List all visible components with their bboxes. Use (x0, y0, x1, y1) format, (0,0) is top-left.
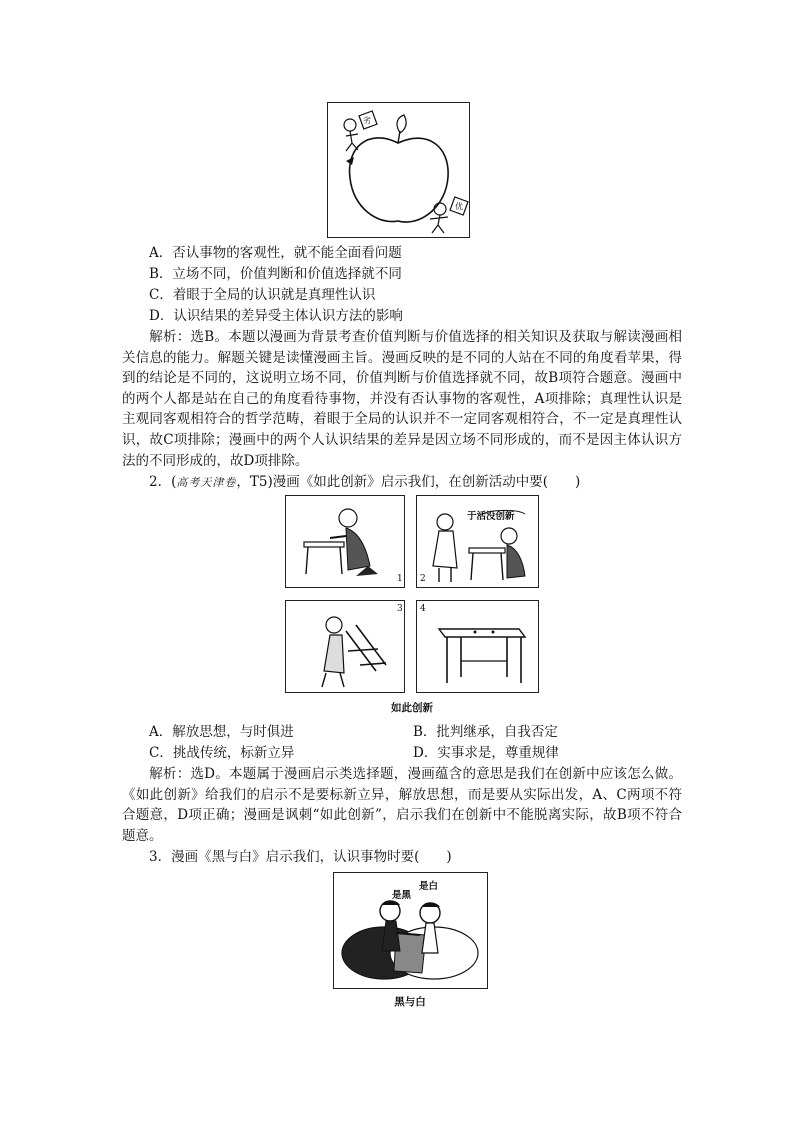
q2-stem-text: ，T5)漫画《如此创新》启示我们，在创新活动中要( ) (236, 474, 581, 490)
q2-analysis-text: 解析：选D。本题属于漫画启示类选择题，漫画蕴含的意思是我们在创新中应该怎么做。《如此创新》给我们的启示不是要标新立异，解放思想，而是要从实际出发，A、C两项不符合题意，D项正确；漫画是讽刺“如此创新”，启示我们在创新中不能脱离实际，故B项不符合题意。 (122, 766, 682, 844)
q2-source: 高考天津卷 (176, 476, 237, 489)
q2-number: 2．( (149, 474, 177, 490)
comic-panel-4-drawing (417, 601, 538, 692)
comic-panel-1-drawing (286, 496, 404, 587)
comic-panel-1 (285, 495, 405, 588)
q1-option-d: D．认识结果的差异受主体认识方法的影响 (149, 308, 403, 324)
q2-stem (149, 472, 580, 493)
label-is-white: 是白 (419, 881, 439, 892)
q2-option-a: A．解放思想，与时俱进 (149, 724, 294, 740)
panel-number-2: 2 (420, 574, 426, 584)
comic-panel-4 (416, 600, 539, 693)
comic-caption: 如此创新 (391, 702, 433, 714)
q3-stem: 3．漫画《黑与白》启示我们，认识事物时要( ) (149, 849, 452, 865)
q2-option-d: D．实事求是，尊重规律 (413, 745, 559, 761)
comic-panel-3-drawing (286, 601, 404, 692)
black-white-caption: 黑与白 (394, 996, 426, 1008)
q2-option-b: B．批判继承，自我否定 (413, 724, 558, 740)
apple-cartoon-drawing (328, 103, 469, 237)
label-is-black: 是黑 (392, 890, 412, 901)
q1-option-b: B．立场不同，价值判断和价值选择就不同 (149, 266, 402, 282)
black-white-cartoon-figure (333, 872, 488, 989)
q2-option-c: C．挑战传统，标新立异 (149, 745, 295, 761)
apple-cartoon-figure (327, 102, 470, 238)
q1-option-a: A．否认事物的客观性，就不能全面看问题 (149, 245, 402, 261)
panel-number-3: 3 (397, 604, 403, 614)
panel-2-speech: 于活没创新 (467, 511, 515, 522)
q2-analysis (122, 764, 682, 846)
panel-number-4: 4 (420, 604, 426, 614)
q1-analysis (122, 327, 682, 471)
q1-analysis-text: 解析：选B。本题以漫画为背景考查价值判断与价值选择的相关知识及获取与解读漫画相关信息的能力。解题关键是读懂漫画主旨。漫画反映的是不同的人站在不同的角度看苹果，得到的结论是不同的，这说明立场不同，价值判断与价值选择就不同，故B项符合题意。漫画中的两个人都是站在自己的角度看待事物，并没有否认事物的客观性，A项排除；真理性认识是主观同客观相符合的哲学范畴，着眼于全局的认识并不一定同客观相符合，不一定是真理性认识，故C项排除；漫画中的两个人认识结果的差异是因立场不同形成的，而不是因主体认识方法的不同形成的，故D项排除。 (122, 329, 682, 469)
sign-left-text: 劣 (363, 116, 371, 125)
comic-panel-3 (285, 600, 405, 693)
sign-right-text: 优 (455, 202, 463, 211)
panel-number-1: 1 (397, 574, 403, 584)
q1-option-c: C．着眼于全局的认识就是真理性认识 (149, 287, 376, 303)
comic-panel-2 (416, 495, 539, 588)
